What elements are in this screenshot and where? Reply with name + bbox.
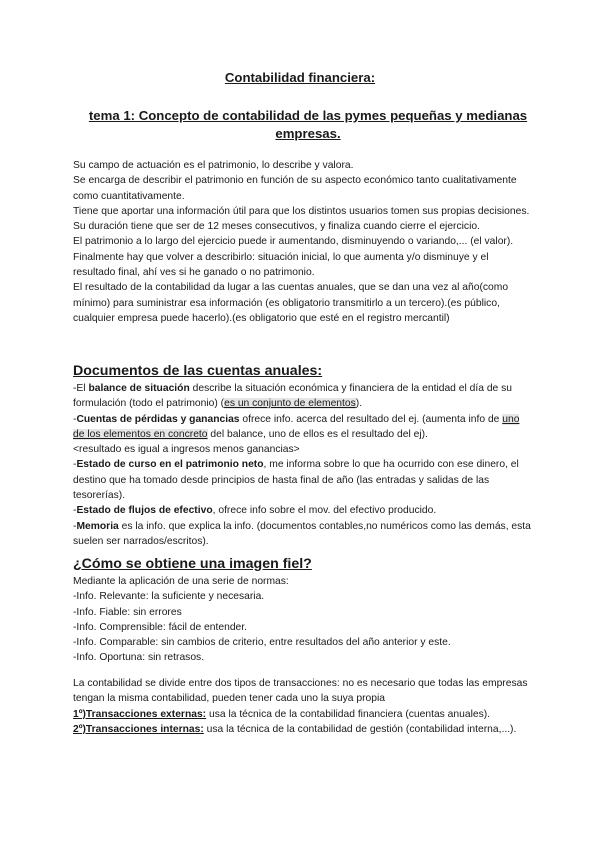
text-run: usa la técnica de la contabilidad financiera (cuentas anuales). xyxy=(206,708,491,720)
document-title: Contabilidad financiera: xyxy=(224,70,376,85)
list-item: -Info. Relevante: la suficiente y necesaria. xyxy=(73,591,265,603)
transacciones-block xyxy=(73,676,533,737)
text-run: - xyxy=(73,505,77,517)
text-run: usa la técnica de la contabilidad de gestión (contabilidad interna,...). xyxy=(203,723,517,735)
perdidas-paragraph xyxy=(73,412,533,443)
intro-paragraph: Su duración tiene que ser de 12 meses consecutivos, y finaliza cuando cierre el ejercicio. xyxy=(73,221,480,233)
intro-paragraph: Se encarga de describir el patrimonio en función de su aspecto económico tanto cualitativamente como cuantitativamente. xyxy=(73,175,517,202)
text-run: ). xyxy=(355,398,363,410)
intro-paragraph: El patrimonio a lo largo del ejercicio puede ir aumentando, disminuyendo o variando,... (el valor). Finalmente hay que volver a describirlo: situación inicial, lo que aumenta y/o disminuye y el resultado final, ahí ves si he ganado o no patrimonio. xyxy=(73,236,514,279)
text-run: , me informa sobre lo que ha ocurrido con ese dinero, el destino que ha tomado desde principios de hasta final de año (las entradas y salidas de las tesorerías). xyxy=(73,459,519,502)
text-run: -El xyxy=(73,383,89,394)
intro-paragraph: Tiene que aportar una información útil para que los distintos usuarios tomen sus propias decisiones. xyxy=(73,205,530,217)
section-heading-cuentas: Documentos de las cuentas anuales: xyxy=(73,363,323,379)
term-perdidas: Cuentas de pérdidas y ganancias xyxy=(76,413,240,425)
term-externas: 1º)Transacciones externas: xyxy=(73,708,207,720)
intro-block xyxy=(73,158,533,326)
transaccion-interna xyxy=(73,722,533,737)
flujos-paragraph xyxy=(73,503,533,518)
term-balance: balance de situación xyxy=(88,383,190,394)
term-memoria: Memoria xyxy=(76,520,119,532)
text-run: - xyxy=(73,413,77,425)
text-run: ofrece info. acerca del resultado del ej. (aumenta info de xyxy=(239,413,503,425)
term-patrimonio-neto: Estado de curso en el patrimonio neto xyxy=(76,459,264,471)
list-item: Mediante la aplicación de una serie de normas: xyxy=(73,576,289,587)
cuentas-block xyxy=(73,381,533,549)
highlighted-text: uno de los elementos en concreto xyxy=(73,413,520,440)
term-flujos: Estado de flujos de efectivo xyxy=(76,505,213,517)
term-internas: 2º)Transacciones internas: xyxy=(73,723,204,735)
text-run: - xyxy=(73,520,77,532)
balance-paragraph xyxy=(73,381,533,412)
text-run: - xyxy=(73,459,77,471)
imagen-fiel-block xyxy=(73,574,533,666)
highlighted-text: es un conjunto de elementos xyxy=(224,398,356,410)
list-item: -Info. Comparable: sin cambios de criterio, entre resultados del año anterior y este. xyxy=(73,637,451,649)
topic-title: tema 1: Concepto de contabilidad de las pymes pequeñas y medianas empresas. xyxy=(88,108,528,141)
transaccion-externa xyxy=(73,707,533,722)
text-run: describe la situación económica y financiera de la entidad el día de su formulación (todo el patrimonio) ( xyxy=(73,383,513,410)
memoria-paragraph xyxy=(73,519,533,550)
text-run: , ofrece info sobre el mov. del efectivo producido. xyxy=(212,505,437,517)
section-heading-imagen-fiel: ¿Cómo se obtiene una imagen fiel? xyxy=(73,556,312,572)
intro-paragraph: Su campo de actuación es el patrimonio, lo describe y valora. xyxy=(73,160,354,171)
list-item: -Info. Comprensible: fácil de entender. xyxy=(73,621,248,633)
transacciones-intro: La contabilidad se divide entre dos tipos de transacciones: no es necesario que todas las empresas tengan la misma contabilidad, pueden tener cada uno la suya propia xyxy=(73,678,528,705)
text-run: es la info. que explica la info. (documentos contables,no numéricos como las demás, esta suelen ser narrados/escritos). xyxy=(73,520,531,547)
list-item: -Info. Fiable: sin errores xyxy=(73,606,182,618)
patrimonio-paragraph xyxy=(73,457,533,503)
resultado-note: <resultado es igual a ingresos menos ganancias> xyxy=(73,444,300,456)
list-item: -Info. Oportuna: sin retrasos. xyxy=(73,652,205,664)
text-run: del balance, uno de ellos es el resultado del ej). xyxy=(207,428,428,440)
intro-paragraph: El resultado de la contabilidad da lugar a las cuentas anuales, que se dan una vez al año(como mínimo) para suministrar esa información (es obligatorio transmitirlo a un tercero).(es público, cualquier empresa puede hacerlo).(es obligatorio que esté en el registro mercantil) xyxy=(73,282,509,324)
